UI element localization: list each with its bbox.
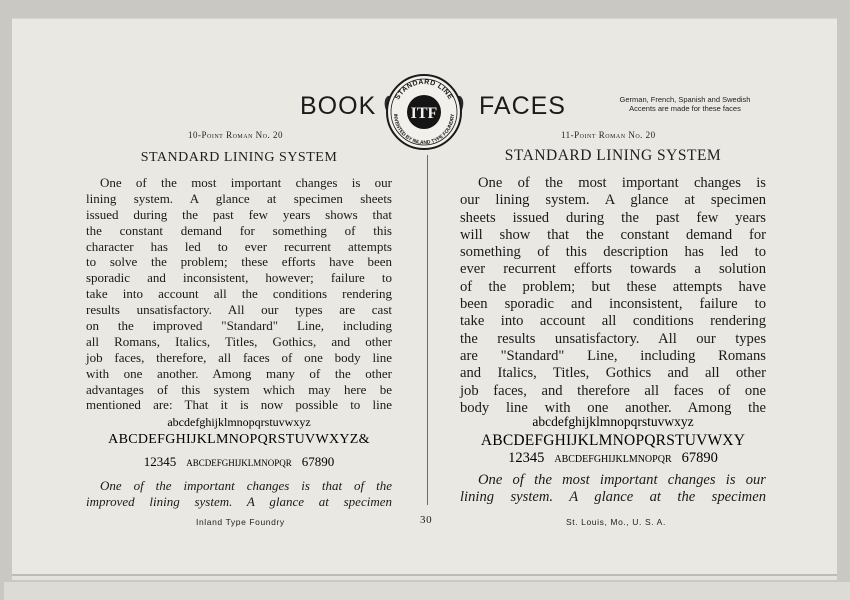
body-line: sheets issued during the past few years: [460, 209, 766, 226]
numerals-a: 12345: [143, 454, 177, 469]
page-underside: [12, 574, 837, 580]
column-divider: [427, 155, 428, 505]
footer-location: St. Louis, Mo., U. S. A.: [566, 517, 666, 527]
left-numerals-row: [86, 454, 392, 470]
body-line: body line with one another. Among the: [460, 399, 766, 416]
footer-page-number: 30: [420, 514, 433, 526]
right-point-label: 11-Point Roman No. 20: [561, 130, 656, 140]
body-line: and Italics, Titles, Gothics and all other: [460, 365, 766, 382]
left-uppercase-alphabet: ABCDEFGHIJKLMNOPQRSTUVWXYZ&: [108, 432, 370, 447]
header-book-word: BOOK: [300, 92, 377, 120]
body-line: with one another. Among many of the other: [86, 365, 392, 381]
body-line: mentioned are: That it is now possible to line: [86, 397, 392, 413]
body-line: One of the most important changes is our: [100, 175, 392, 190]
italic-line: improved lining system. A glance at specimen: [86, 494, 392, 509]
body-line: our lining system. A glance at specimen: [460, 192, 766, 209]
italic-line: lining system. A glance at the specimen: [460, 489, 766, 505]
right-numerals-row: [460, 450, 766, 467]
body-line: advantages of this system which may here be: [86, 381, 392, 397]
logo-bottom-text: INVENTED BY INLAND TYPE FOUNDRY: [391, 113, 457, 147]
numerals-a: 12345: [508, 450, 545, 466]
accents-note: [590, 95, 780, 113]
right-uppercase-alphabet: ABCDEFGHIJKLMNOPQRSTUVWXY: [480, 432, 746, 449]
numerals-b: 67890: [681, 450, 718, 466]
left-lowercase-alphabet: abcdefghijklmnopqrstuvwxyz: [167, 415, 311, 429]
page-stack-edge: [4, 582, 850, 600]
body-line: ever recurrent efforts towards a solution: [460, 261, 766, 278]
footer-foundry-name: Inland Type Foundry: [196, 517, 285, 527]
itf-logo: [382, 70, 466, 154]
body-line: something of this description has led to: [460, 244, 766, 261]
small-caps-alphabet: ABCDEFGHIJKLMNOPQR: [554, 454, 672, 465]
small-caps-alphabet: ABCDEFGHIJKLMNOPQR: [186, 458, 292, 468]
italic-line: One of the most important changes is our: [478, 472, 766, 488]
right-heading: STANDARD LINING SYSTEM: [504, 147, 722, 164]
right-lowercase-alphabet: abcdefghijklmnopqrstuvwxyz: [532, 414, 694, 429]
body-line: job faces, therefore, all faces of one body line: [86, 349, 392, 365]
logo-monogram: ITF: [410, 105, 438, 122]
body-line: take into account all the conditions rendering: [86, 286, 392, 302]
body-line: all Romans, Italics, Titles, Gothics, and other: [86, 333, 392, 349]
body-line: character has led to ever recurrent attempts: [86, 238, 392, 254]
body-line: issued during the past few years shows that: [86, 206, 392, 222]
body-line: results unsatisfactory. All our types are cast: [86, 302, 392, 318]
numerals-b: 67890: [301, 454, 335, 469]
right-body-text: [460, 175, 766, 417]
body-line: lining system. A glance at specimen sheets: [86, 190, 392, 206]
body-line: to solve the problem; these efforts have been: [86, 254, 392, 270]
body-line: been sporadic and inconsistent, failure to: [460, 296, 766, 313]
left-point-label: 10-Point Roman No. 20: [188, 130, 284, 140]
body-line: will show that the constant demand for: [460, 226, 766, 243]
body-line: of the problem; but these attempts have: [460, 278, 766, 295]
left-body-text: [86, 175, 392, 413]
logo-top-text: STANDARD LINE: [394, 78, 454, 102]
body-line: the constant demand for something of this: [86, 222, 392, 238]
body-line: One of the most important changes is: [478, 175, 766, 191]
accents-note-line: German, French, Spanish and Swedish: [619, 95, 751, 104]
body-line: the results unsatisfactory. All our types: [460, 330, 766, 347]
accents-note-line: Accents are made for these faces: [629, 104, 741, 113]
header-faces-word: FACES: [479, 92, 566, 120]
right-italic-sample: [460, 472, 766, 506]
left-heading: STANDARD LINING SYSTEM: [140, 150, 338, 165]
body-line: job faces, and therefore all faces of one: [460, 382, 766, 399]
italic-line: One of the important changes is that of the: [100, 478, 392, 493]
body-line: take into account all conditions rendering: [460, 313, 766, 330]
body-line: on the improved "Standard" Line, including: [86, 318, 392, 334]
body-line: are "Standard" Line, including Romans: [460, 347, 766, 364]
left-italic-sample: [86, 478, 392, 510]
body-line: sporadic and inconsistent, however; failure to: [86, 270, 392, 286]
